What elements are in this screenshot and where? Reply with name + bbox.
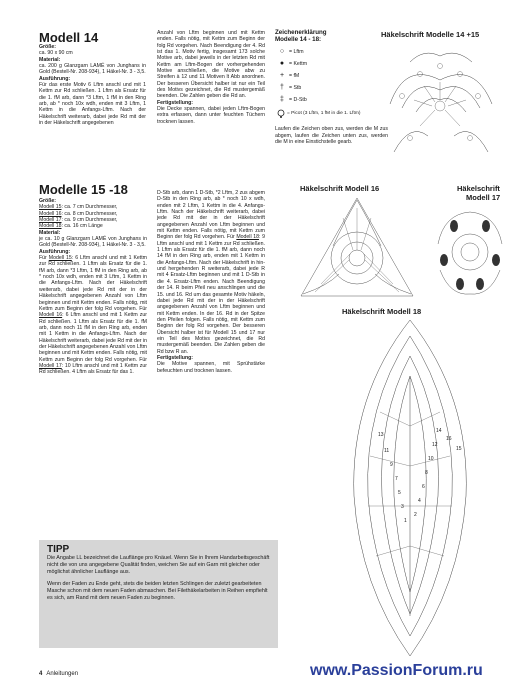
- size-value: : ca. 7 cm Durchmesser,: [61, 204, 118, 211]
- double-crochet-icon: †: [280, 83, 284, 91]
- row-number: 8: [425, 470, 428, 476]
- symbol-key: [275, 30, 388, 146]
- ausfuehrung-text-middle: D-Stb arb, dann 1 D-Stb, *2 Lftm, 2 zus abgem D-Stb in den Ring arb, ab * noch 10 x wdh, enden mit 2 Lftm, 1 Kettm in die 4. Anfangs-Lftm. Nach der Häkelschrift weiterarb, dabei jede Rd mit der in der Häkelschrift angegebenen Anzahl von Lftm beginnen und mit Kettm enden. Falls nötig, mit Kettm zum Beginn der folg Rd vorgehen. Für Modell 18: 9 Lftm anschl und mit 1 Kettm zur Rd schließen. 1 Lftm als Ersatz für die 1. fM arb, dann noch 14 fM in den Ring arb, enden mit 1 Kettm in die Anfangs-Lftm. Nach der Häkelschrift in hin- und hergehenden R weiterarb, dabei jede R mit 4 Ersatz-Lftm beginnen und mit 1 D-Stb in die 4. Ersatz-Lftm enden. Nach Beendigung der 14. R beim Pfeil neu anschlingen und die 15. und 16. Rd um das gesamte Motiv häkeln, dabei jede Rd mit der in der Häkelschrift angegebenen Anzahl von Lftm beginnen und mit Kettm enden. In der 16. Rd in der Spitze den Pfeilen folgen. Falls nötig, mit Kettm zum Beginn der folg Rd vorgehen. Der besseren Übersicht halber ist für Modell 15 und 17 nur ein Teil des Motivs gezeichnet, die Rd mustergemäß beenden. Die Zahlen geben die Rd bzw R an.: [157, 190, 265, 355]
- row-number: 1: [404, 518, 407, 524]
- row-number: 3: [401, 504, 404, 510]
- groesse-text: ca. 90 x 90 cm: [39, 50, 73, 57]
- fertigstellung-text: Die Decke spannen, dabei jeden Lftm-Bogen extra erfassen, dann unter feuchten Tüchern trocknen lassen.: [157, 106, 265, 125]
- key-item-label: = D-Stb: [289, 96, 307, 103]
- key-note: Laufen die Zeichen oben zus, werden die M zus abgem, laufen die Zeichen unten zus, werden die M in eine Einstichstelle gearb.: [275, 126, 388, 145]
- key-item-label: = Stb: [289, 84, 302, 91]
- picot-label: = Picot (3 Lftm, 1 fM in die 1. Lftm): [287, 110, 361, 116]
- diagram-17-title-line1: Häkelschrift: [457, 184, 500, 193]
- modell-14-title: Modell 14: [39, 30, 99, 45]
- crochet-chart-16: [293, 194, 421, 306]
- modelle-15-18-column-middle: [157, 190, 265, 374]
- row-number: 14: [436, 428, 442, 434]
- row-number: 2: [414, 512, 417, 518]
- diagram-17-title-line2: Modell 17: [466, 193, 501, 202]
- crochet-chart-14-15: [380, 42, 502, 172]
- section-name: Anleitungen: [46, 671, 79, 677]
- size-value: : ca. 9 cm Durchmesser,: [61, 217, 118, 224]
- watermark-text: www.PassionForum.ru: [310, 662, 483, 679]
- row-number: 12: [432, 442, 438, 448]
- modelle-15-18-title: Modelle 15 -18: [39, 182, 128, 197]
- modell-14-column-left: [39, 44, 146, 126]
- label-groesse: Größe:: [39, 44, 57, 50]
- size-model-name: Modell 16: [39, 210, 62, 217]
- diagram-16-title: Häkelschrift Modell 16: [300, 184, 380, 193]
- tip-paragraph-1: Die Angabe LL bezeichnet die Lauflänge pro Knäuel. Wenn Sie in Ihrem Handarbeitsgeschäft nicht die von uns angegebene Qualität finden, weichen Sie auf ein Garn mit gleicher oder möglichst ähnlicher Lauflänge aus.: [47, 555, 270, 575]
- treble-crochet-icon: ‡: [280, 95, 284, 103]
- key-subtitle: Modelle 14 - 18:: [275, 35, 322, 43]
- page-footer: [39, 671, 78, 677]
- label-material: Material:: [39, 56, 61, 63]
- fertigstellung-text: Die Motive spannen, mit Sprühstärke befeuchten und trocknen lassen.: [157, 361, 265, 374]
- key-item-label: = Lftm: [289, 48, 304, 55]
- tip-paragraph-2: Wenn der Faden zu Ende geht, stets die beiden letzten Schlingen der zuletzt gearbeiteten Masche schon mit dem neuen Faden abmaschen. Bei Filethäkelarbeiten in Reihen empfiehlt es sich, am Rand mit dem neuen Faden zu beginnen.: [47, 581, 268, 601]
- material-text: ca. 200 g Glanzgarn LAMÉ von Junghans in Gold (Bestell-Nr. 208-934), 1 Häkel-Nr. 3 - 3,5.: [39, 63, 146, 76]
- label-fertigstellung: Fertigstellung:: [157, 354, 194, 361]
- modell-14-column-right: [157, 30, 265, 125]
- row-number: 16: [446, 436, 452, 442]
- row-number: 15: [456, 446, 462, 452]
- ausfuehrung-text-left: Für Modell 15: 6 Lftm anschl und mit 1 Kettm zur Rd schließen. 1 Lftm als Ersatz für die 1. fM arb, dann *3 Lftm, 1 fM in den Ring arb, ab * noch 10x wdh, enden mit 3 Lftm, 1 Kettm in die Anfangs-Lftm. Nach der Häkelschrift weiterarb, dabei jede Rd mit der in der Häkelschrift angegebenen Anzahl von Lftm beginnen und mit Kettm enden. Falls nötig, mit Kettm zum Beginn der folg Rd vorgehen. Für Modell 16: 6 Lftm anschl und mit 1 Kettm zur Rd schließen. 1 Lftm als Ersatz für die 1. fM arb, dann noch 11 fM in den Ring arb, enden mit 1 Kettm in die Anfangs-Lftm. Nach der Häkelschrift weiterarb, dabei jede Rd mit der in der Häkelschrift angegebenen Anzahl von Lftm beginnen und mit Kettm enden. Falls nötig, mit Kettm zum Beginn der folg Rd vorgehen. Für Modell 17: 10 Lftm anschl und mit 1 Kettm zur Rd schließen. 4 Lftm als Ersatz für das 1.: [39, 255, 147, 376]
- picot-icon: [275, 109, 287, 119]
- row-number: 6: [422, 484, 425, 490]
- size-model-name: Modell 15: [39, 204, 62, 211]
- modelle-15-18-column-left: [39, 198, 147, 376]
- diagram-18-title: Häkelschrift Modell 18: [342, 307, 422, 316]
- row-number: 11: [384, 448, 390, 454]
- label-groesse: Größe:: [39, 198, 57, 204]
- row-number: 7: [395, 476, 398, 482]
- page-number: 4: [39, 671, 43, 677]
- key-item-label: = Kettm: [289, 60, 308, 67]
- chain-stitch-icon: ○: [279, 47, 285, 55]
- crochet-chart-17: [430, 204, 506, 300]
- single-crochet-icon: +: [279, 71, 285, 79]
- tip-title: TIPP: [47, 544, 70, 555]
- key-item-label: = fM: [289, 72, 300, 79]
- row-number: 10: [428, 456, 434, 462]
- row-number: 9: [390, 462, 393, 468]
- size-model-name: Modell 17: [39, 217, 62, 224]
- size-value: : ca. 16 cm Länge: [61, 223, 103, 230]
- slip-stitch-icon: ●: [279, 59, 285, 67]
- diagram-14-15-title: Häkelschrift Modelle 14 +15: [381, 30, 480, 39]
- row-number: 13: [378, 432, 384, 438]
- label-material: Material:: [39, 229, 61, 236]
- label-fertigstellung: Fertigstellung:: [157, 99, 194, 106]
- row-number: 5: [398, 490, 401, 496]
- tip-box: [39, 540, 278, 648]
- crochet-chart-18: [340, 316, 480, 660]
- key-title: Zeichenerklärung: [275, 29, 327, 36]
- size-model-name: Modell 18: [39, 223, 62, 230]
- row-number: 4: [418, 498, 421, 504]
- size-value: : ca. 8 cm Durchmesser,: [61, 210, 118, 217]
- ausfuehrung-text-left: Für das erste Motiv 6 Lftm anschl und mit 1 Kettm zur Rd schließen. 1 Lftm als Ersatz für die 1. fM arb, dann *3 Lftm, 1 fM in den Ring arb, ab * noch 10x wdh, enden mit 3 Lftm, 1 Kettm in die Anfangs-Lftm. Nach der Häkelschrift weiterarb, dabei jede Rd mit der in der Häkelschrift angegebenen: [39, 82, 146, 127]
- ausfuehrung-text-right: Anzahl von Lftm beginnen und mit Kettm enden. Falls nötig, mit Kettm zum Beginn der folg Rd vorgehen. Nach Beendigung der 4. Rd ist das 1. Motiv fertig, insgesamt 173 solche Motive arb, dabei jeweils in der letzten Rd mit Kettm am Lftm-Bogen der vorhergehenden Motive anschließen, die Motive abw zu Streifen à 12 und 11 Motiven lt Abb anordnen. Der besseren Übersicht halber ist nur ein Teil des Motivs gezeichnet, die Rd mustergemäß beenden. Die Zahlen geben die Rd an.: [157, 30, 265, 100]
- label-ausfuehrung: Ausführung:: [39, 75, 71, 82]
- material-text: je ca. 10 g Glanzgarn LAMÉ von Junghans in Gold (Bestell-Nr. 208-934), 1 Häkel-Nr. 3 - 3,5.: [39, 236, 147, 249]
- label-ausfuehrung: Ausführung:: [39, 248, 71, 255]
